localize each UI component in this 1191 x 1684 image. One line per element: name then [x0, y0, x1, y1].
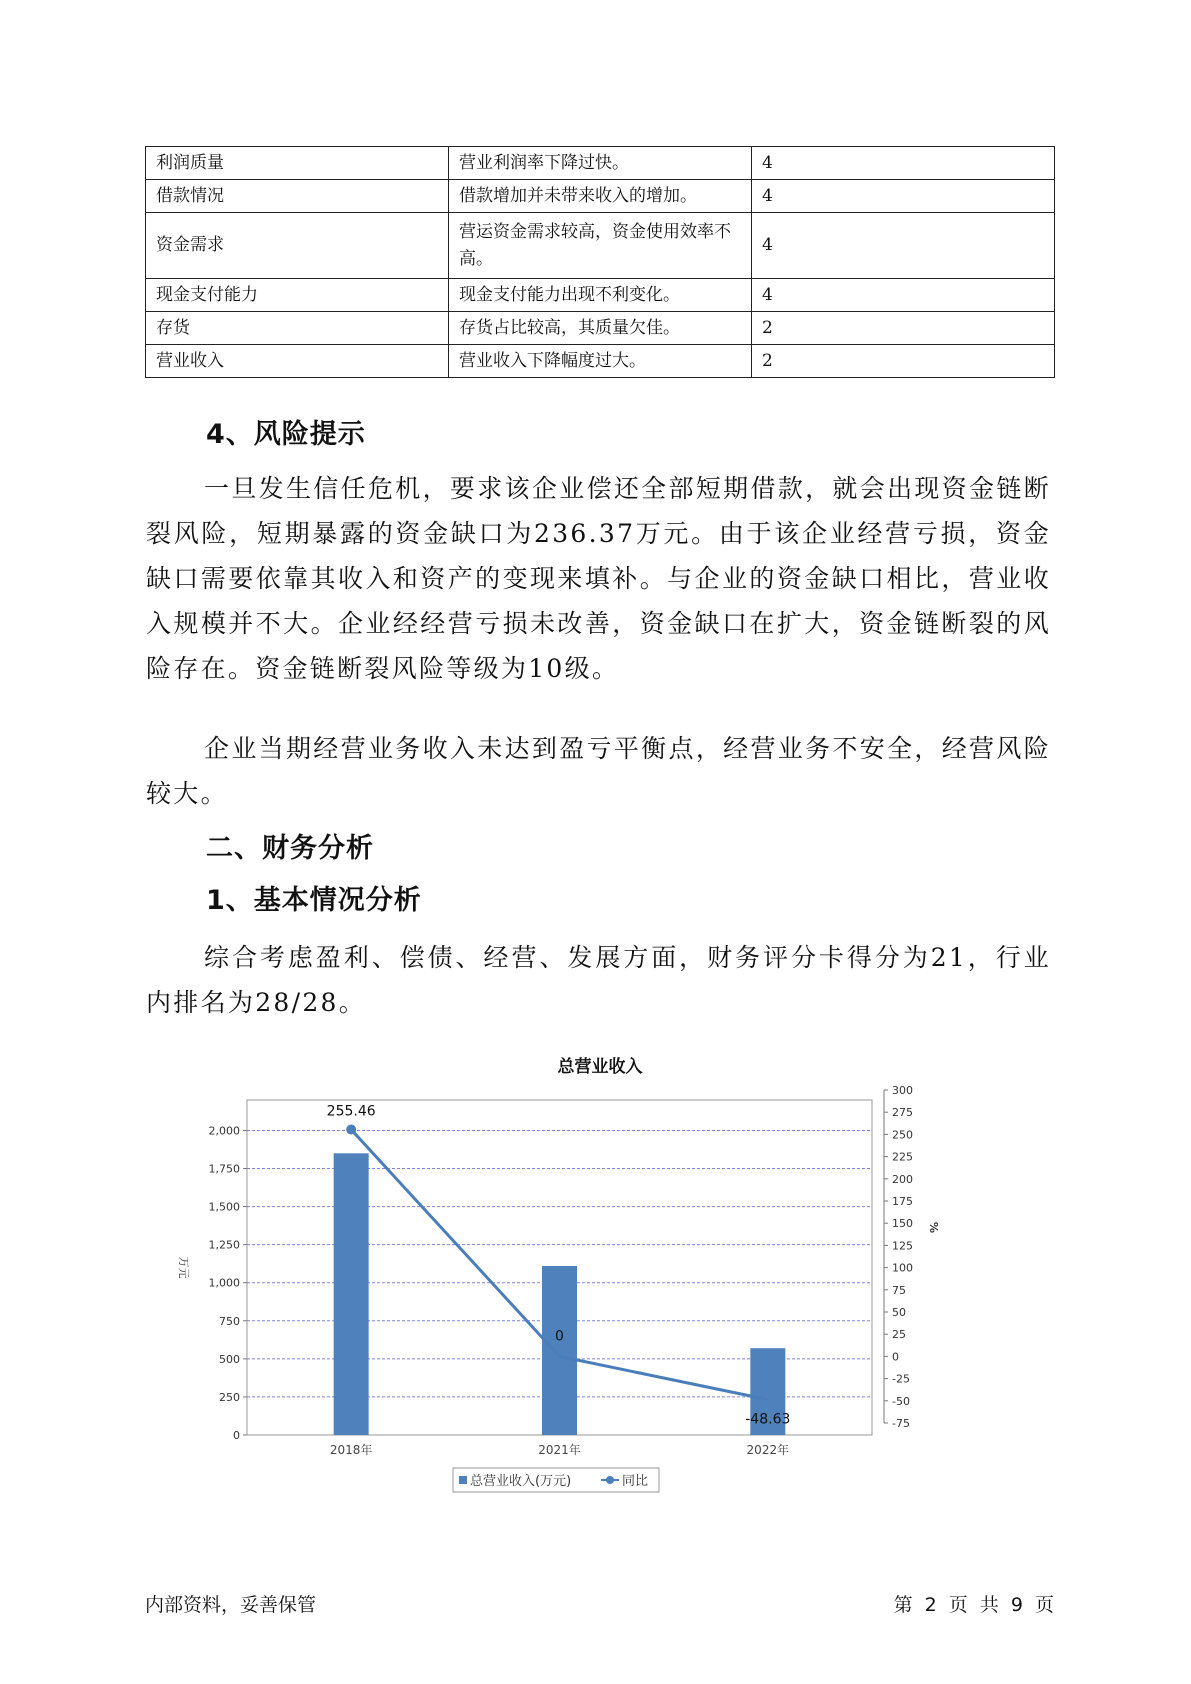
right-tick-label: 125 — [892, 1239, 913, 1253]
chart-svg — [170, 1052, 1030, 1522]
table-row — [146, 312, 1055, 345]
table-cell-score: 4 — [752, 180, 1055, 213]
footer-page-number: 第 2 页 共 9 页 — [893, 1594, 1054, 1616]
table-cell-item: 资金需求 — [146, 213, 449, 279]
x-tick-label: 2018年 — [329, 1443, 373, 1457]
table-row — [146, 213, 1055, 279]
table-cell-score: 4 — [752, 279, 1055, 312]
right-tick-label: 200 — [892, 1172, 913, 1186]
left-tick-label: 500 — [219, 1352, 240, 1366]
table-cell-item: 利润质量 — [146, 147, 449, 180]
left-tick-label: 750 — [219, 1314, 240, 1328]
table-cell-item: 借款情况 — [146, 180, 449, 213]
y-axis-label: 万元 — [177, 1256, 190, 1279]
table-cell-description: 借款增加并未带来收入的增加。 — [449, 180, 752, 213]
yoy-data-label: 0 — [555, 1328, 564, 1345]
chart-title: 总营业收入 — [557, 1057, 643, 1077]
footer-confidential: 内部资料，妥善保管 — [145, 1594, 317, 1616]
table-cell-description: 营业利润率下降过快。 — [449, 147, 752, 180]
table-cell-description: 营运资金需求较高，资金使用效率不高。 — [449, 213, 752, 279]
yoy-data-label: -48.63 — [745, 1411, 791, 1428]
right-tick-label: 275 — [892, 1106, 913, 1120]
yoy-point — [346, 1125, 356, 1135]
risk-paragraph-1: 一旦发生信任危机，要求该企业偿还全部短期借款，就会出现资金链断裂风险，短期暴露的资金缺口为236.37万元。由于该企业经营亏损，资金缺口需要依靠其收入和资产的变现来填补。与企业的资金缺口相比，营业收入规模并不大。企业经经营亏损未改善，资金缺口在扩大，资金链断裂的风险存在。资金链断裂风险等级为10级。 — [146, 474, 1051, 683]
table-cell-score: 2 — [752, 345, 1055, 378]
table-cell-item: 营业收入 — [146, 345, 449, 378]
section-heading-risk: 4、风险提示 — [206, 419, 366, 450]
section-heading-finance: 二、财务分析 — [206, 833, 374, 864]
risk-table — [145, 146, 1055, 378]
table-row — [146, 180, 1055, 213]
legend-bar-swatch — [459, 1476, 467, 1484]
table-cell-score: 2 — [752, 312, 1055, 345]
table-row — [146, 147, 1055, 180]
legend-bar-label: 总营业收入(万元) — [470, 1474, 572, 1489]
left-tick-label: 1,750 — [208, 1162, 240, 1176]
right-tick-label: 75 — [892, 1283, 906, 1297]
left-tick-label: 1,250 — [208, 1238, 240, 1252]
right-tick-label: -50 — [892, 1394, 910, 1408]
x-tick-label: 2022年 — [746, 1443, 790, 1457]
right-tick-label: 25 — [892, 1328, 906, 1342]
table-cell-score: 4 — [752, 147, 1055, 180]
right-tick-label: -25 — [892, 1372, 910, 1386]
table-cell-description: 存货占比较高，其质量欠佳。 — [449, 312, 752, 345]
right-tick-label: 150 — [892, 1217, 913, 1231]
table-cell-description: 现金支付能力出现不利变化。 — [449, 279, 752, 312]
revenue-chart — [170, 1052, 1030, 1522]
left-tick-label: 0 — [233, 1429, 240, 1442]
right-tick-label: 50 — [892, 1306, 906, 1319]
chart-bar — [542, 1266, 577, 1435]
table-cell-item: 现金支付能力 — [146, 279, 449, 312]
table-row — [146, 279, 1055, 312]
subsection-heading-basic: 1、基本情况分析 — [206, 885, 422, 916]
basic-analysis-paragraph: 综合考虑盈利、偿债、经营、发展方面，财务评分卡得分为21，行业内排名为28/28。 — [146, 943, 1051, 1017]
table-row — [146, 345, 1055, 378]
legend-line-marker — [606, 1476, 614, 1484]
right-tick-label: 100 — [892, 1261, 913, 1275]
left-tick-label: 250 — [219, 1390, 240, 1404]
right-tick-label: -75 — [892, 1417, 910, 1430]
table-cell-item: 存货 — [146, 312, 449, 345]
chart-bar — [334, 1153, 369, 1435]
legend-line-label: 同比 — [622, 1474, 649, 1489]
left-tick-label: 1,000 — [208, 1276, 240, 1290]
right-tick-label: 175 — [892, 1195, 913, 1208]
table-cell-description: 营业收入下降幅度过大。 — [449, 345, 752, 378]
table-cell-score: 4 — [752, 213, 1055, 279]
y2-axis-label: % — [927, 1221, 940, 1234]
right-tick-label: 300 — [892, 1084, 913, 1097]
left-tick-label: 2,000 — [208, 1124, 240, 1138]
yoy-data-label: 255.46 — [326, 1103, 376, 1120]
risk-paragraph-2: 企业当期经营业务收入未达到盈亏平衡点，经营业务不安全，经营风险较大。 — [146, 734, 1051, 808]
right-tick-label: 225 — [892, 1150, 913, 1164]
right-tick-label: 0 — [892, 1350, 899, 1364]
left-tick-label: 1,500 — [208, 1200, 240, 1214]
x-tick-label: 2021年 — [538, 1443, 581, 1457]
right-tick-label: 250 — [892, 1128, 913, 1142]
